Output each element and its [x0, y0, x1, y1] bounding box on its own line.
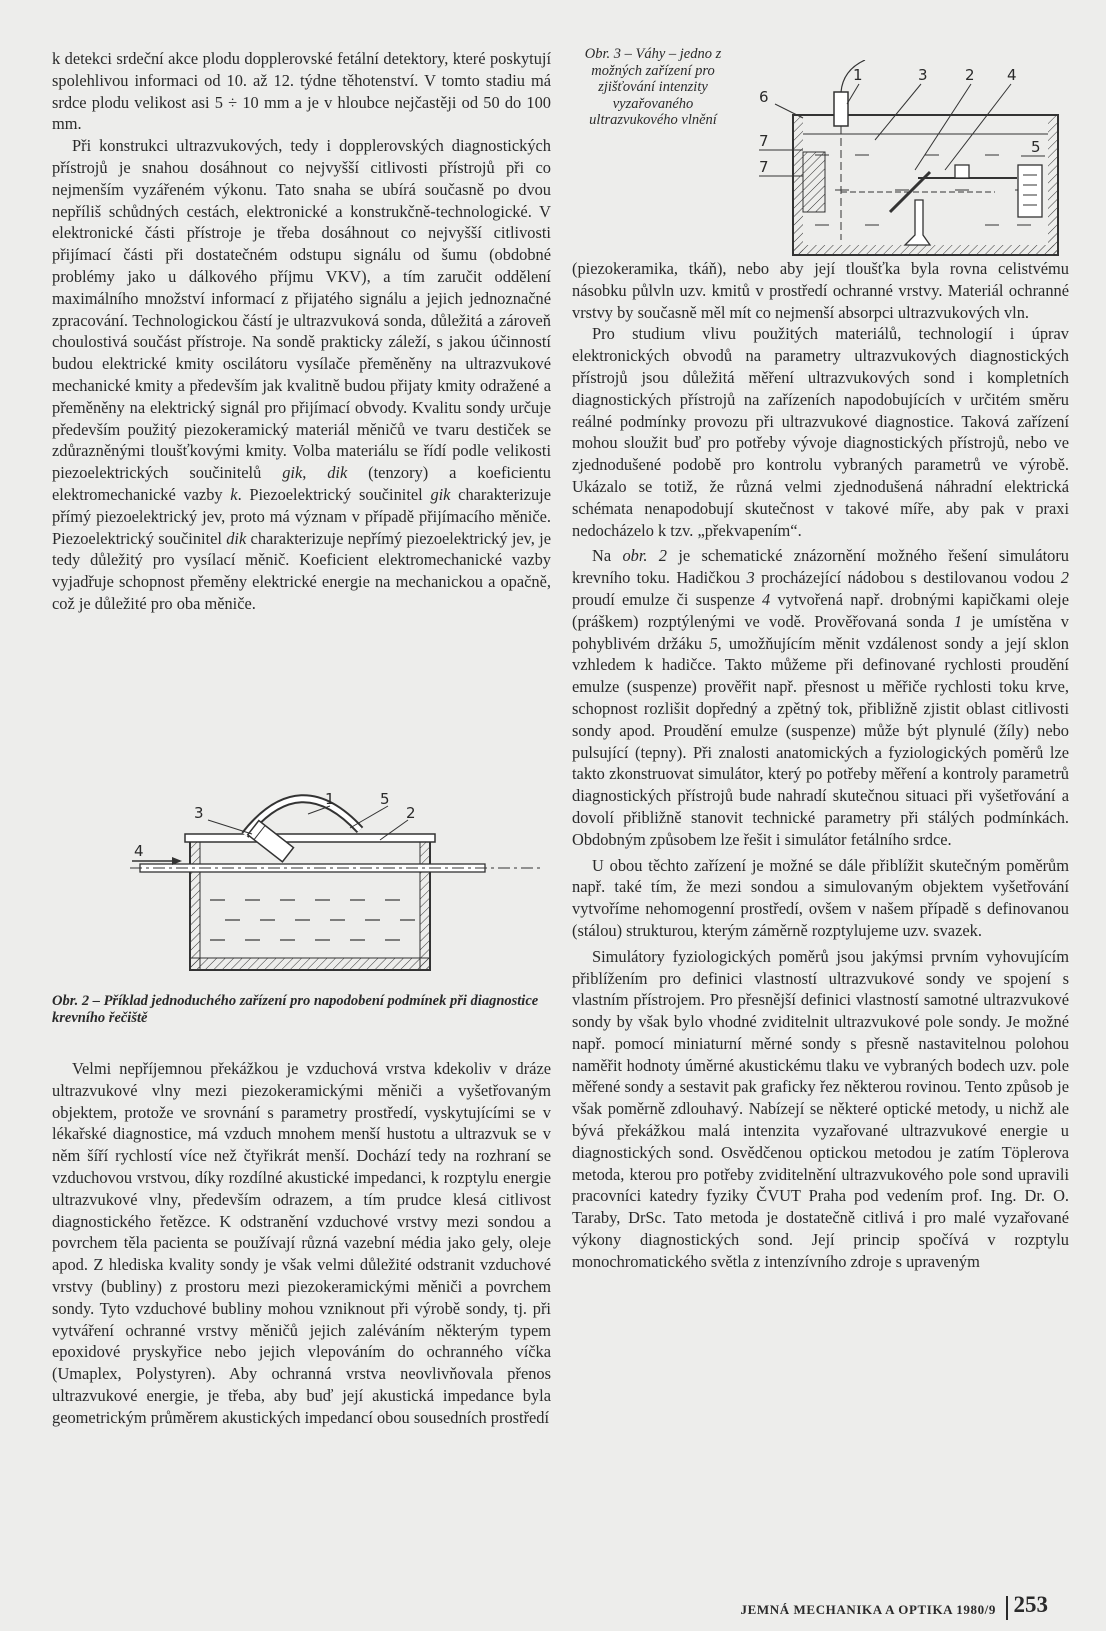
figure-3-svg [755, 60, 1090, 270]
paragraph: U obou těchto zařízení je možné se dále přiblížit skutečným poměrům např. také tím, že mezi sondou a simulovaným objektem vyšetřování vytvoříme nehomogenní prostředí, ovšem v našem případě s definovanou (stálou) strukturou, kterým záměrně rozptylujeme uzv. svazek. [572, 855, 1069, 940]
left-column-top [52, 48, 551, 615]
text-run: vytvořená např. drobnými kapičkami oleje (práškem) rozptýlenými ve vodě. Prověřovaná sonda [572, 589, 1069, 631]
vessel-bottom [793, 245, 1058, 255]
page-number: 253 [1013, 1592, 1048, 1617]
text-run: charakterizuje nepřímý piezoelektrický jev, je tedy důležitý pro vysílací měnič. Koeficient elektromechanické vazby vyjadřuje schopnost přeměny elektrické energie na mechanickou a opačně, což je důležité pro oba měniče. [52, 528, 551, 613]
absorber [803, 152, 825, 212]
counterweight [955, 165, 969, 178]
item-number: 5 [709, 633, 718, 653]
item-number: 2 [1060, 568, 1069, 588]
paragraph: Velmi nepříjemnou překážkou je vzduchová vrstva kdekoliv v dráze ultrazvukové vlny mezi piezokeramickými měniči a vyšetřovaným objektem, protože ve srovnání s parametry prostředí, vyskytujícími se v lékařské diagnostice, má vzduch mnohem menší hustotu a ultrazvuk se v něm šíří rychlostí více než čtyřikrát menší. Dochází tedy na rozhraní se vzduchovou vrstvou, díky rozdílné akustické impedanci, k rozptylu energie ultrazvukové vlny, především odrazem, a tím prudce klesá citlivost diagnostického řetězce. K odstranění vzduchové vrstvy mezi sondou a povrchem těla pacienta se používají různá vazební média jako gely, oleje apod. Z hlediska kvality sondy je však velmi důležité odstranit vzduchové vrstvy (bubliny) z prostoru mezi piezokeramickými měniči a povrchem sondy. Tyto vzduchové bubliny mohou vzniknout při výrobě sondy, tj. při vytváření ochranné vrstvy měničů jejich zaléváním některým typem epoxidové pryskyřice nebo jejich vlepováním do ochranného víčka (Umaplex, Polystyren). Aby ochranná vrstva neovlivňovala přenos ultrazvukové energie, je třeba, aby buď její akustická impedance byla geometrickým průměrem akustických impedancí obou sousedních prostředí [52, 1059, 551, 1427]
fig2-label-1: 1 [325, 790, 335, 808]
figure-3-drawing [755, 60, 1090, 270]
page-footer [740, 1592, 1070, 1622]
item-number: 4 [762, 589, 771, 609]
paragraph [52, 135, 551, 615]
container-lid [185, 834, 435, 842]
container-right-wall [420, 840, 430, 970]
text-run: charakterizuje přímý piezoelektrický jev, proto má význam v případě přijímacího měniče. Piezoelektrický součinitel [52, 484, 551, 548]
container-outline [190, 840, 430, 970]
fig3-label-2: 2 [965, 66, 975, 84]
figure-2-drawing [130, 790, 550, 990]
text-run: Na [592, 546, 623, 566]
figure-reference: obr. 2 [622, 546, 668, 566]
text-run: procházející nádobou s destilovanou vodou [754, 568, 1061, 588]
fig2-label-5: 5 [380, 790, 390, 808]
text-run: je umístěna v pohyblivém držáku [572, 611, 1069, 653]
fig3-label-3: 3 [918, 66, 928, 84]
text-run: proudí emulze či suspenze [572, 589, 763, 609]
symbol-d-ik: dik [327, 463, 348, 483]
symbol-d-ik: dik [226, 528, 247, 548]
fig3-label-7: 7 [759, 132, 769, 150]
fig2-label-2: 2 [406, 804, 416, 822]
text-run: (tenzory) a koeficientu elektromechanické vazby [52, 463, 551, 504]
fig3-label-1: 1 [853, 66, 863, 84]
fig3-label-6: 6 [759, 88, 769, 106]
figure-3-caption: Obr. 3 – Váhy – jedno z možných zařízení pro zjišťování intenzity vyzařovaného ultrazvukového vlnění [584, 46, 722, 129]
figure-2-svg [130, 790, 550, 990]
vessel-left-wall [793, 115, 803, 255]
probe [834, 92, 848, 126]
text-run: , [302, 463, 328, 483]
paragraph [572, 545, 1069, 850]
symbol-g-ik: gik [430, 484, 451, 504]
item-number: 1 [953, 611, 963, 631]
paragraph: Simulátory fyziologických poměrů jsou jakýmsi prvním vyhovujícím přiblížením pro definici vlastností ultrazvukové sondy ve spojení s vlastním přístrojem. Pro přesnější definici vlastností samotné ultrazvukové sondy by však bylo vhodné zviditelnit ultrazvukové pole sondy. Je možné např. pomocí miniaturní měrné sondy s přesně nastavitelnou polohou naměřit hodnoty úměrné akustickému tlaku ve vybraných bodech uzv. pole měřené sondy a sestavit pak graficky řez některou rovinou. Tento způsob je však poměrně zdlouhavý. Nabízejí se některé optické metody, u nichž ale bývá překážkou malá intenzita vyzařované ultrazvukové energie u diagnostických sond. Osvědčenou optickou metodou je zatím Töplerova metoda, kterou pro potřeby zviditelnění ultrazvukového pole sond upravili pracovníci katedry fyziky ČVUT Praha pod vedením prof. Ing. Dr. O. Taraby, DrSc. Tato metoda je dostatečně citlivá i pro malé vyzařované výkony diagnostických sond. Její princip spočívá v rozptylu monochromatického světla z intenzívního zdroje s upraveným [572, 946, 1069, 1271]
text-run: . Piezoelektrický součinitel [237, 484, 431, 504]
container-left-wall [190, 840, 200, 970]
right-column [572, 258, 1069, 1273]
text-run: Při konstrukci ultrazvukových, tedy i dopplerovských diagnostických přístrojů je snahou dosáhnout co nejvyšší citlivosti přístrojů při co nejmenším vyzářeném výkonu. Tato snaha se ubírá současně po dvou nepříliš schůdných cestách, elektronické a konstrukčně-technologické. V elektronické části přístroje je třeba dosáhnout co nejvyšší citlivosti přijímací části při dostatečném odstupu signálu od šumu (obdobné problémy jako u dálkového příjmu VKV), a tím zaručit oddělení maximálního množství informací z přijatého signálu a jejich jednoznačné zpracování. Technologickou částí je ultrazvuková sonda, důležitá a zároveň choulostivá součást přístroje. Na sondě prakticky záleží, s jakou účinností budou elektrické kmity oscilátoru vysílače přeměněny na ultrazvukové mechanické kmity a především jak kvalitně budou přijaty kmity odražené a přeměněny na elektrický signál pro přijímací obvody. Kvalitu sondy určuje především použitý piezokeramický materiál měničů ve tvaru destiček se zdůrazněnými tloušťkovými kmity. Volba materiálu se řídí podle velikosti piezoelektrických součinitelů [52, 136, 551, 483]
symbol-g-ik: gik [282, 463, 303, 483]
figure-2-caption: Obr. 2 – Příklad jednoduchého zařízení pro napodobení podmínek při diagnostice krevního řečiště [52, 993, 539, 1026]
footer-separator [1006, 1596, 1008, 1620]
text-run: , umožňujícím měnit vzdálenost sondy a její sklon vzhledem k hadičce. Takto můžeme při definované rychlosti proudění emulze (suspenze) prověřit např. přesnost u měřiče rychlosti toku krve, schopnost rozlišit dopředný a zpětný tok, přibližně zjistit oblast citlivosti sondy apod. Proudění emulze (suspenze) může být plynulé (žíly) nebo pulsující (tepny). Při znalosti anatomických a fyziologických poměrů lze takto zkonstruovat simulátor, který po potřeby měření a kontroly parametrů diagnostických přístrojů bude nahradí skutečnou situaci při vyšetřování a dovolí přibližně stanovit technické parametry při stálých podmínkách. Obdobným způsobem lze řešit i simulátor fetálního srdce. [572, 633, 1069, 849]
balance-support [905, 200, 930, 245]
fig3-label-7: 7 [759, 158, 769, 176]
fig3-label-5: 5 [1031, 138, 1041, 156]
vessel-right-wall [1048, 115, 1058, 255]
journal-name: JEMNÁ MECHANIKA A OPTIKA 1980/9 [740, 1602, 996, 1617]
text-run: je schematické znázornění možného řešení simulátoru krevního toku. Hadičkou [572, 546, 1069, 588]
container-bottom [190, 958, 430, 970]
paragraph: Pro studium vlivu použitých materiálů, technologií i úprav elektronických obvodů na parametry ultrazvukových diagnostických přístrojů jsou důležitá měření ultrazvukových sond i kompletních diagnostických přístrojů na zařízeních napodobujících v určitém směru reálné podmínky provozu při ultrazvukové diagnostice. Taková zařízení mohou sloužit buď pro potřeby vývoje diagnostických přístrojů, nebo ve zjednodušené podobě pro kontrolu vybraných parametrů ve výrobě. Ukázalo se totiž, že různá velmi zjednodušená náhradní elektrická schémata nenapodobují skutečnost v takové míře, aby pak v praxi nedocházelo k tzv. „překvapením“. [572, 324, 1069, 540]
symbol-k: k [230, 484, 238, 504]
paragraph: k detekci srdeční akce plodu dopplerovské fetální detektory, které poskytují spolehlivou informaci od 10. až 12. týdne těhotenství. V tomto stadiu má srdce plodu velikost asi 5 ÷ 10 mm a je v hloubce nejčastěji od 50 do 100 mm. [52, 49, 551, 134]
item-number: 3 [746, 568, 755, 588]
scale-block [1018, 165, 1042, 217]
left-column-bottom [52, 1058, 551, 1429]
water-dashes [210, 900, 415, 940]
fig2-label-3: 3 [194, 804, 204, 822]
paragraph: (piezokeramika, tkáň), nebo aby její tloušťka byla rovna celistvému násobku půlvln uzv. kmitů v prostředí ochranné vrstvy. Materiál ochranné vrstvy by současně měl mít co nejmenší absorpci ultrazvukových vln. [572, 259, 1069, 322]
fig3-label-4: 4 [1007, 66, 1017, 84]
fig2-label-4: 4 [134, 842, 144, 860]
